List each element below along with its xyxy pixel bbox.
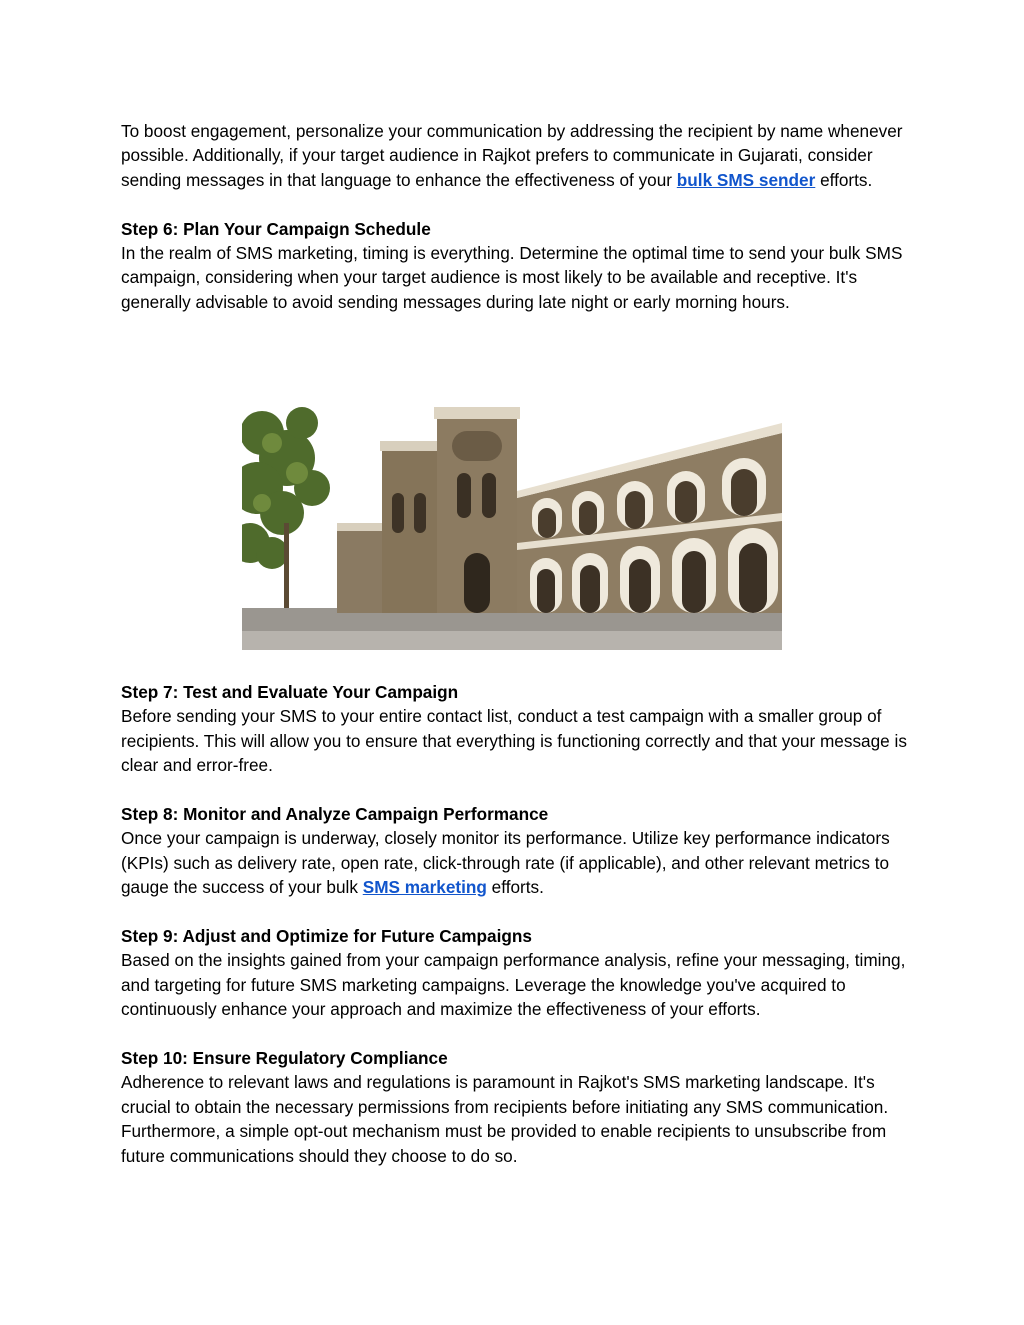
intro-text: To boost engagement, personalize your communication by addressing the recipient by name whenever possible. Additionally, if your target audience in Rajkot prefers to communicate in Gujarati, consider sending messages in that language to enhance the effectiveness of your (121, 121, 903, 190)
step7-body: Before sending your SMS to your entire contact list, conduct a test campaign with a smaller group of recipients. This will allow you to ensure that everything is functioning correctly and that your message is clear and error-free. (121, 706, 907, 776)
step6-body: In the realm of SMS marketing, timing is everything. Determine the optimal time to send your bulk SMS campaign, considering when your target audience is most likely to be available and receptive. It's generally advisable to avoid sending messages during late night or early morning hours. (121, 243, 903, 312)
step9-heading: Step 9: Adjust and Optimize for Future Campaigns (121, 926, 532, 947)
document-body-lower (121, 680, 911, 1168)
step6-heading: Step 6: Plan Your Campaign Schedule (121, 218, 431, 239)
document-body-upper (121, 119, 911, 314)
step8-text-end: efforts. (486, 877, 544, 898)
step8-body (121, 826, 911, 899)
step9-body: Based on the insights gained from your campaign performance analysis, refine your messaging, timing, and targeting for future SMS marketing campaigns. Leverage the knowledge you've acquired to continuously enhance your approach and maximize the effectiveness of your efforts. (121, 950, 906, 1020)
intro-text-end: efforts. (815, 169, 873, 190)
step7-heading: Step 7: Test and Evaluate Your Campaign (121, 682, 459, 702)
sms-marketing-link[interactable]: SMS marketing (362, 877, 487, 898)
intro-paragraph (121, 119, 911, 192)
bulk-sms-sender-link[interactable]: bulk SMS sender (676, 169, 816, 190)
building-photo (242, 403, 782, 650)
step10-heading: Step 10: Ensure Regulatory Compliance (121, 1048, 448, 1069)
step10-body: Adherence to relevant laws and regulations is paramount in Rajkot's SMS marketing landscape. It's crucial to obtain the necessary permissions from recipients before initiating any SMS communication. Furthermore, a simple opt-out mechanism must be provided to enable recipients to unsubscribe from future communications should they choose to do so. (121, 1072, 889, 1166)
step8-text: Once your campaign is underway, closely monitor its performance. Utilize key performance indicators (KPIs) such as delivery rate, open rate, click-through rate (if applicable), and other relevant metrics to gauge the success of your bulk (121, 828, 890, 898)
step8-heading: Step 8: Monitor and Analyze Campaign Performance (121, 804, 549, 825)
